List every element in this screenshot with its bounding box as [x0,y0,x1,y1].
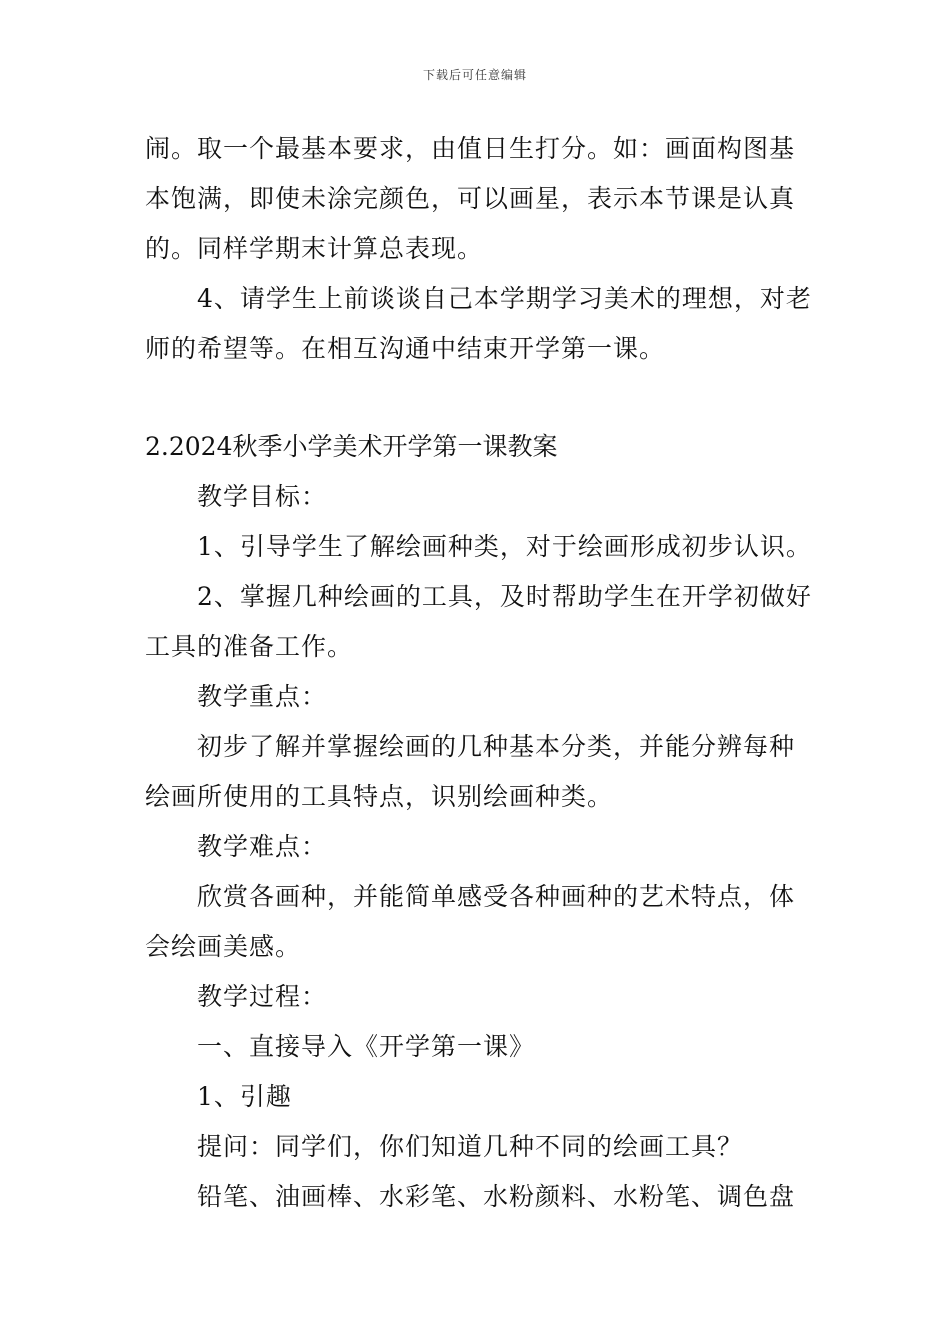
question-text: 提问：同学们，你们知道几种不同的绘画工具？ [197,1132,744,1161]
difficulty-text-continued: 会绘画美感。 [145,932,302,961]
difficulty-heading: 教学难点： [197,832,328,861]
process-substep: 1、引趣 [197,1082,292,1111]
goal-item-continued: 工具的准备工作。 [145,632,354,661]
process-heading: 教学过程： [197,982,328,1011]
key-points-text-continued: 绘画所使用的工具特点，识别绘画种类。 [145,782,614,811]
section-title: 2.2024秋季小学美术开学第一课教案 [145,432,558,461]
paragraph-line: 本饱满，即使未涂完颜色，可以画星，表示本节课是认真 [145,184,796,213]
paragraph-line: 师的希望等。在相互沟通中结束开学第一课。 [145,334,666,363]
difficulty-text: 欣赏各画种，并能简单感受各种画种的艺术特点，体 [197,882,796,911]
tools-list-text: 铅笔、油画棒、水彩笔、水粉颜料、水粉笔、调色盘 [197,1182,796,1211]
paragraph-line: 闹。取一个最基本要求，由值日生打分。如：画面构图基 [145,134,796,163]
page-header-note: 下载后可任意编辑 [422,68,527,82]
key-points-heading: 教学重点： [197,682,328,711]
goal-item: 2、掌握几种绘画的工具，及时帮助学生在开学初做好 [197,582,812,611]
paragraph-line: 4、请学生上前谈谈自己本学期学习美术的理想，对老 [197,284,812,313]
paragraph-line: 的。同样学期末计算总表现。 [145,234,484,263]
process-step: 一、直接导入《开学第一课》 [197,1032,536,1061]
section-spacer [145,374,810,422]
key-points-text: 初步了解并掌握绘画的几种基本分类，并能分辨每种 [197,732,796,761]
goal-item: 1、引导学生了解绘画种类，对于绘画形成初步认识。 [197,532,812,561]
goal-heading: 教学目标： [197,482,328,511]
document-body [145,124,810,1222]
